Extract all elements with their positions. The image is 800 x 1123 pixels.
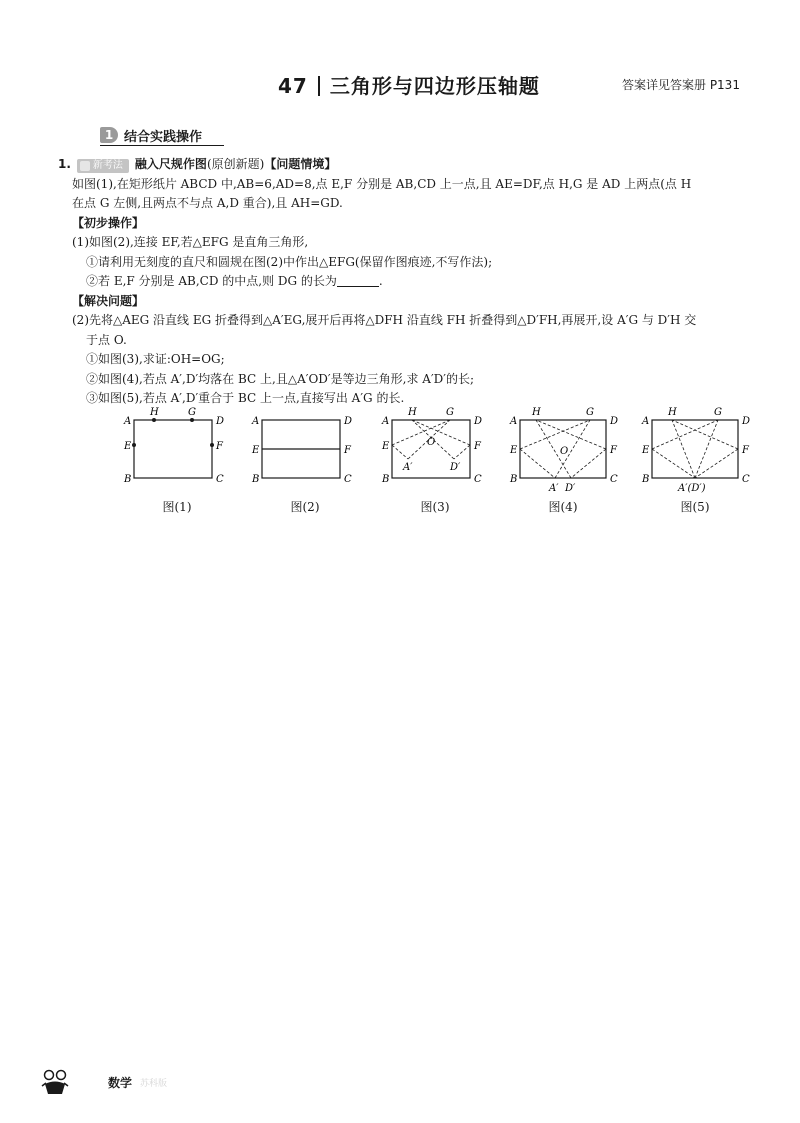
label-d: D [344, 416, 353, 427]
question-tag: 【问题情境】 [264, 157, 337, 171]
question-line: (2)先将△AEG 沿直线 EG 折叠得到△A′EG,展开后再将△DFH 沿直线 FH 折叠得到△D′FH,再展开,设 A′G 与 D′H 交 [72, 313, 697, 327]
label-a: A [382, 416, 390, 427]
question-line: ②如图(4),若点 A′,D′均落在 BC 上,且△A′OD′是等边三角形,求 A′D′的长; [86, 371, 475, 386]
label-a: A [642, 416, 650, 427]
label-f: F [610, 445, 617, 456]
label-f: F [742, 445, 749, 456]
label-b: B [642, 474, 650, 485]
label-d-prime: D′ [565, 483, 576, 494]
figure-caption: 图(2) [290, 500, 320, 514]
point-f [210, 443, 214, 447]
label-o: O [427, 437, 436, 448]
figure-caption: 图(1) [162, 500, 192, 514]
question-line: ①如图(3),求证:OH=OG; [86, 352, 225, 366]
label-e: E [642, 445, 650, 456]
label-f: F [344, 445, 351, 456]
label-h: H [668, 407, 677, 418]
lesson-title: 三角形与四边形压轴题 [329, 74, 540, 98]
figure-caption: 图(3) [420, 500, 450, 514]
label-b: B [124, 474, 132, 485]
rectangle-abcd [652, 420, 738, 478]
mascot-icon [40, 1068, 70, 1096]
label-e: E [382, 441, 390, 452]
label-g: G [188, 407, 196, 418]
question-header [58, 155, 758, 175]
label-b: B [252, 474, 260, 485]
figure-5 [630, 402, 760, 520]
label-f: F [216, 441, 223, 452]
label-a: A [252, 416, 260, 427]
label-c: C [610, 474, 618, 485]
section-underline [100, 145, 224, 146]
question-heading: 融入尺规作图 [134, 157, 207, 171]
label-e: E [510, 445, 518, 456]
label-f: F [474, 441, 481, 452]
label-h: H [532, 407, 541, 418]
question-line-blank: ②若 E,F 分别是 AB,CD 的中点,则 DG 的长为 . [86, 274, 383, 288]
section-number: 1 [100, 127, 118, 143]
answer-blank[interactable] [337, 274, 379, 287]
label-d: D [610, 416, 619, 427]
question-line: ③如图(5),若点 A′,D′重合于 BC 上一点,直接写出 A′G 的长. [86, 391, 405, 405]
point-h [152, 418, 156, 422]
label-g: G [446, 407, 454, 418]
new-method-badge: 新考法 [77, 159, 129, 173]
label-e: E [124, 441, 132, 452]
footer-subject: 数学 [108, 1075, 133, 1090]
figure-row [112, 402, 762, 522]
label-b: B [510, 474, 518, 485]
label-h: H [150, 407, 159, 418]
lesson-number: 47 [278, 74, 308, 98]
question-line: 如图(1),在矩形纸片 ABCD 中,AB=6,AD=8,点 E,F 分别是 AB,CD 上一点,且 AE=DF,点 H,G 是 AD 上两点(点 H [72, 176, 692, 191]
point-e [132, 443, 136, 447]
subheading-initial: 【初步操作】 [72, 215, 145, 230]
label-o: O [560, 446, 569, 457]
page-footer [40, 1068, 167, 1096]
label-a: A [510, 416, 518, 427]
question-line: (1)如图(2),连接 EF,若△EFG 是直角三角形, [72, 235, 309, 249]
figure-4 [498, 402, 628, 520]
label-a-d-prime: A′(D′) [678, 483, 706, 494]
page-title [278, 70, 540, 99]
label-c: C [216, 474, 224, 485]
label-d: D [742, 416, 751, 427]
label-h: H [408, 407, 417, 418]
figure-2 [240, 402, 370, 520]
section-heading [100, 124, 202, 146]
label-a-prime: A′ [549, 483, 559, 494]
rectangle-abcd [134, 420, 212, 478]
question-line: ①请利用无刻度的直尺和圆规在图(2)中作出△EFG(保留作图痕迹,不写作法); [86, 254, 493, 269]
question-line: 于点 O. [86, 332, 127, 347]
label-d: D [216, 416, 225, 427]
label-c: C [742, 474, 750, 485]
question-block [58, 155, 758, 409]
question-source: (原创新题) [206, 157, 265, 171]
label-d: D [474, 416, 483, 427]
subheading-solve: 【解决问题】 [72, 293, 145, 308]
label-a-prime: A′ [403, 462, 413, 473]
label-g: G [714, 407, 722, 418]
figure-3 [370, 402, 500, 520]
label-e: E [252, 445, 260, 456]
label-g: G [586, 407, 594, 418]
footer-edition-tag: 苏科版 [140, 1078, 168, 1089]
figure-caption: 图(4) [548, 500, 578, 514]
label-d-prime: D′ [450, 462, 461, 473]
label-b: B [382, 474, 390, 485]
section-label: 结合实践操作 [124, 129, 203, 145]
figure-caption: 图(5) [680, 500, 710, 514]
figure-1 [112, 402, 242, 520]
label-c: C [344, 474, 352, 485]
title-separator [318, 76, 320, 96]
fold-lines [652, 420, 738, 478]
question-line: 在点 G 左侧,且两点不与点 A,D 重合),且 AH=GD. [72, 196, 343, 210]
label-c: C [474, 474, 482, 485]
label-a: A [124, 416, 132, 427]
question-number: 1. [58, 157, 71, 171]
point-g [190, 418, 194, 422]
answer-reference: 答案详见答案册 P131 [622, 78, 740, 92]
